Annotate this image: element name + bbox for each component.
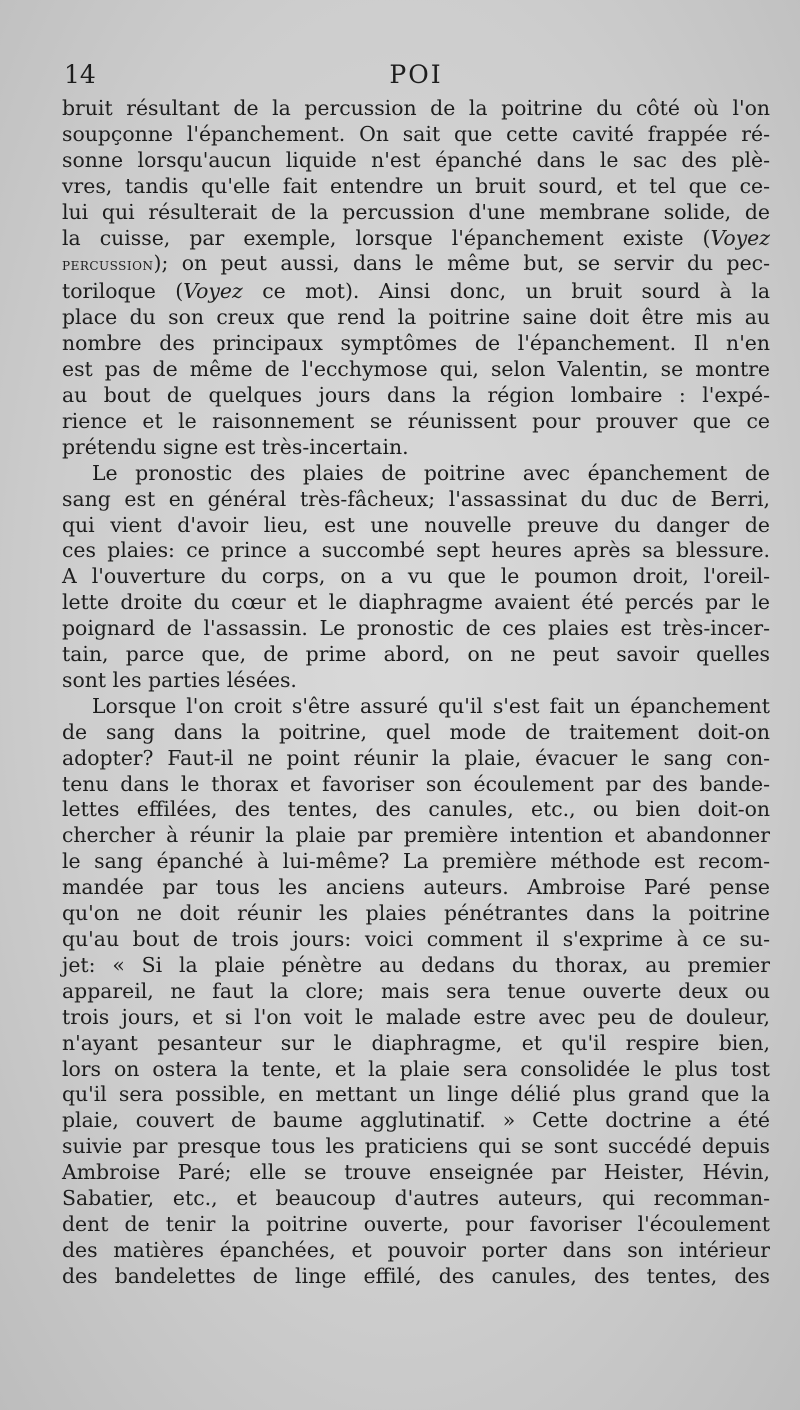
text-line: des bandelettes de linge effilé, des canules, des tentes, des — [62, 1263, 770, 1288]
text-line: rience et le raisonnement se réunissent pour prouver que ce — [62, 408, 770, 433]
text-line: toriloque (Voyez ce mot). Ainsi donc, un bruit sourd à la — [62, 279, 770, 304]
text-line: prétendu signe est très-incertain. — [62, 434, 409, 459]
text-line: Le pronostic des plaies de poitrine avec épanchement de — [92, 460, 770, 485]
text-line: lettes effilées, des tentes, des canules, etc., ou bien doit-on — [62, 797, 770, 822]
text-line: le sang épanché à lui-même? La première méthode est recom- — [62, 849, 770, 874]
text-line: tain, parce que, de prime abord, on ne peut savoir quelles — [62, 642, 770, 667]
text-line: Ambroise Paré; elle se trouve enseignée par Heister, Hévin, — [62, 1160, 770, 1185]
body-text — [62, 96, 770, 1290]
text-line: adopter? Faut-il ne point réunir la plaie, évacuer le sang con- — [62, 745, 770, 770]
text-line: trois jours, et si l'on voit le malade estre avec peu de douleur, — [62, 1004, 770, 1029]
text-line: lors on ostera la tente, et la plaie sera consolidée le plus tost — [62, 1056, 770, 1081]
cross-reference-term: percussion — [62, 255, 154, 276]
text-line: la cuisse, par exemple, lorsque l'épanchement existe (Voyez — [62, 225, 770, 250]
text-line: appareil, ne faut la clore; mais sera tenue ouverte deux ou — [62, 978, 770, 1003]
text-line: dent de tenir la poitrine ouverte, pour favoriser l'écoulement — [62, 1211, 770, 1236]
text-line: bruit résultant de la percussion de la poitrine du côté où l'on — [62, 96, 770, 120]
text-line: qui vient d'avoir lieu, est une nouvelle preuve du danger de — [62, 512, 770, 537]
text-line: lette droite du cœur et le diaphragme avaient été percés par le — [62, 590, 770, 615]
page-number: 14 — [64, 60, 96, 89]
text-line: nombre des principaux symptômes de l'épanchement. Il n'en — [62, 331, 770, 356]
text-line: n'ayant pesanteur sur le diaphragme, et qu'il respire bien, — [62, 1030, 770, 1055]
text-line: sont les parties lésées. — [62, 667, 297, 692]
text-line: de sang dans la poitrine, quel mode de traitement doit-on — [62, 719, 770, 744]
text-line: des matières épanchées, et pouvoir porter dans son intérieur — [62, 1237, 770, 1262]
text-line: soupçonne l'épanchement. On sait que cette cavité frappée ré- — [62, 121, 770, 146]
text-line: au bout de quelques jours dans la région lombaire : l'expé- — [62, 382, 770, 407]
text-line: Lorsque l'on croit s'être assuré qu'il s'est fait un épanchement — [92, 693, 770, 718]
text-line: sonne lorsqu'aucun liquide n'est épanché dans le sac des plè- — [62, 147, 770, 172]
text-line: jet: « Si la plaie pénètre au dedans du thorax, au premier — [62, 952, 770, 977]
text-line: ces plaies: ce prince a succombé sept heures après sa blessure. — [62, 538, 770, 563]
text-line: Sabatier, etc., et beaucoup d'autres auteurs, qui recomman- — [62, 1186, 770, 1211]
text-line: tenu dans le thorax et favoriser son écoulement par des bande- — [62, 771, 770, 796]
text-line: suivie par presque tous les praticiens qui se sont succédé depuis — [62, 1134, 770, 1159]
text-line: plaie, couvert de baume agglutinatif. » Cette doctrine a été — [62, 1108, 770, 1133]
cross-reference: Voyez — [183, 279, 243, 304]
text-line: qu'on ne doit réunir les plaies pénétrantes dans la poitrine — [62, 901, 770, 926]
text-line: percussion); on peut aussi, dans le même but, se servir du pec- — [62, 251, 770, 276]
text-line: est pas de même de l'ecchymose qui, selon Valentin, se montre — [62, 357, 770, 382]
text-line: sang est en général très-fâcheux; l'assassinat du duc de Berri, — [62, 486, 770, 511]
text-line: chercher à réunir la plaie par première intention et abandonner — [62, 823, 770, 848]
book-page — [62, 58, 770, 1290]
text-line: poignard de l'assassin. Le pronostic de ces plaies est très-incer- — [62, 616, 770, 641]
text-line: qu'au bout de trois jours: voici comment il s'exprime à ce su- — [62, 927, 770, 951]
text-line: A l'ouverture du corps, on a vu que le poumon droit, l'oreil- — [62, 564, 770, 589]
page-header — [62, 58, 770, 96]
text-line: place du son creux que rend la poitrine saine doit être mis au — [62, 305, 770, 330]
text-line: lui qui résulterait de la percussion d'une membrane solide, de — [62, 199, 770, 224]
text-line: qu'il sera possible, en mettant un linge délié plus grand que la — [62, 1082, 770, 1107]
cross-reference: Voyez — [710, 225, 770, 250]
text-line: mandée par tous les anciens auteurs. Ambroise Paré pense — [62, 875, 770, 900]
running-head: POI — [389, 60, 443, 89]
text-line: vres, tandis qu'elle fait entendre un bruit sourd, et tel que ce- — [62, 173, 770, 198]
